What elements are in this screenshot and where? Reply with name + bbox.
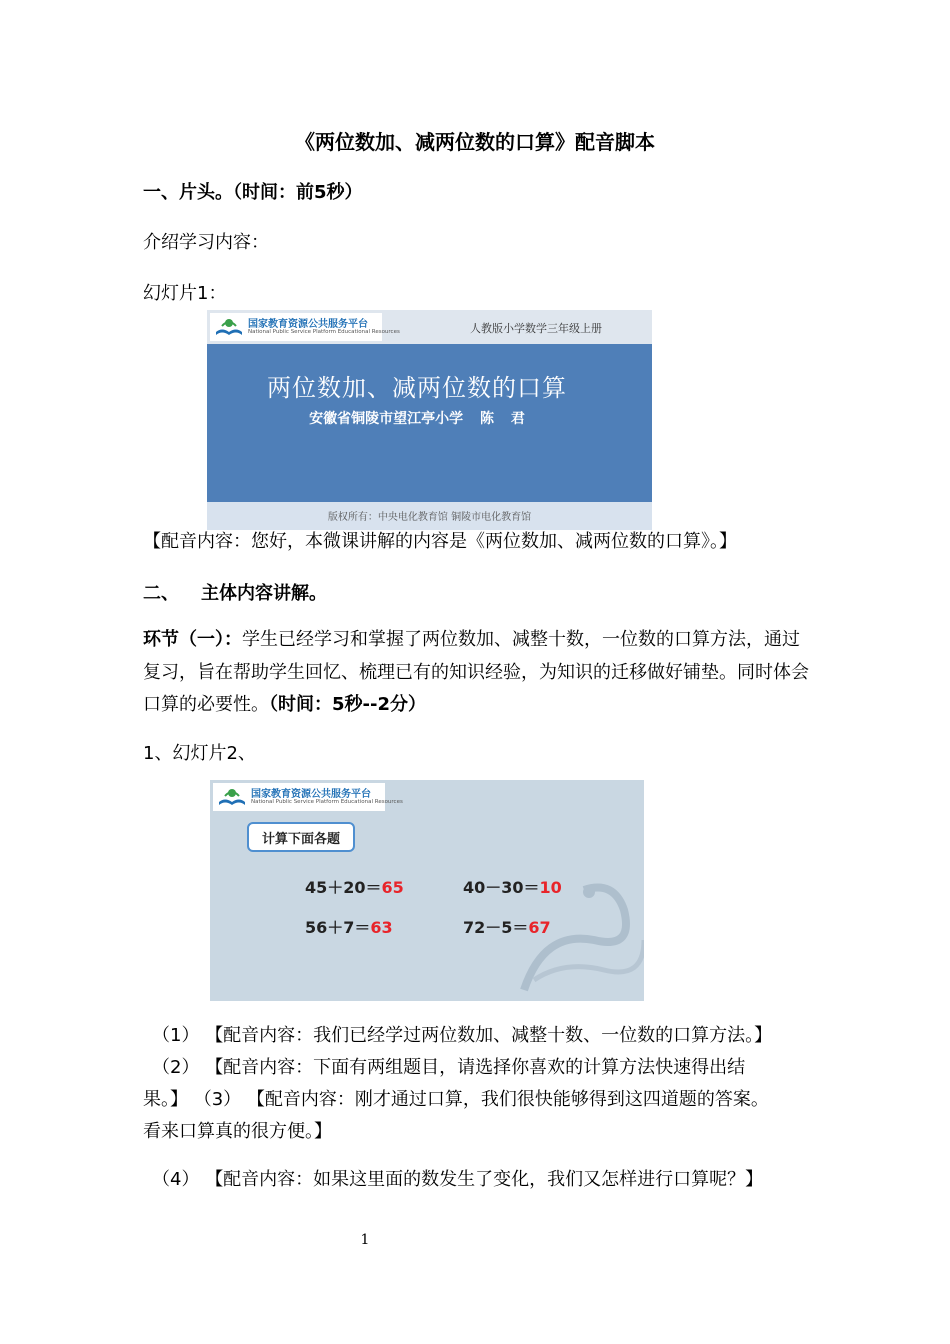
slide-1-title: 两位数加、减两位数的口算: [267, 374, 567, 402]
stage-1-label: 环节（一）：: [143, 629, 242, 650]
voiceover-intro: 【配音内容：您好，本微课讲解的内容是《两位数加、减两位数的口算》。】: [143, 531, 737, 552]
intro-label: 介绍学习内容：: [143, 232, 269, 253]
equation-4-answer: 67: [528, 918, 551, 937]
platform-logo: [210, 313, 400, 341]
slide-1-header: [207, 310, 652, 344]
equation-1-answer: 65: [381, 878, 404, 897]
voiceover-1-number: （1）: [152, 1025, 200, 1046]
slide-1-image: [207, 310, 652, 530]
voiceover-3-end: 看来口算真的很方便。】: [143, 1121, 332, 1142]
equation-4: [463, 915, 551, 938]
book-logo-icon: [214, 316, 244, 338]
stage-1-text: 学生已经学习和掌握了两位数加、减整十数，一位数的口算方法，通过复习，旨在帮助学生回忆、梳理已有的知识经验，为知识的迁移做好铺垫。同时体会口算的必要性。: [143, 629, 809, 715]
voiceover-4-number: （4）: [152, 1169, 200, 1190]
equation-2: [463, 875, 562, 898]
equation-3: [305, 915, 393, 938]
platform-logo: [213, 783, 403, 811]
slide-2-label: 1、幻灯片2、: [143, 743, 256, 764]
voiceover-3-text: 【配音内容：刚才通过口算，我们很快能够得到这四道题的答案。: [246, 1089, 769, 1110]
textbook-edition: 人教版小学数学三年级上册: [470, 322, 602, 335]
equation-3-expr: 56＋7＝: [305, 918, 371, 937]
slide-2-image: [210, 780, 644, 1001]
platform-name-cn: 国家教育资源公共服务平台: [251, 789, 371, 800]
equation-4-expr: 72－5＝: [463, 918, 529, 937]
slide-1-author: 安徽省铜陵市望江亭小学 陈 君: [309, 411, 525, 427]
voiceover-3-number: （3）: [193, 1089, 242, 1110]
section-2-number: 二、: [143, 583, 179, 604]
voiceover-2: [152, 1052, 745, 1084]
equation-1: [305, 875, 404, 898]
task-box-label: 计算下面各题: [261, 832, 340, 847]
equation-1-expr: 45＋20＝: [305, 878, 382, 897]
voiceover-2-3-line: [143, 1084, 769, 1116]
platform-name-en: National Public Service Platform Educational Resources: [248, 329, 400, 335]
voiceover-2-number: （2）: [152, 1057, 200, 1078]
book-logo-icon: [217, 786, 247, 808]
slide-1-label: 幻灯片1：: [143, 283, 227, 304]
stage-1-paragraph: [143, 624, 813, 722]
voiceover-4: [152, 1164, 763, 1196]
voiceover-2-text-end: 果。】: [143, 1089, 188, 1110]
section-2-heading: 主体内容讲解。: [201, 583, 327, 604]
document-title: 《两位数加、减两位数的口算》配音脚本: [295, 130, 655, 154]
voiceover-2-text: 【配音内容：下面有两组题目，请选择你喜欢的计算方法快速得出结: [205, 1057, 746, 1078]
stage-1-time: （时间：5秒--2分）: [269, 694, 426, 715]
voiceover-1-text: 【配音内容：我们已经学过两位数加、减整十数、一位数的口算方法。】: [205, 1025, 773, 1046]
equation-3-answer: 63: [370, 918, 393, 937]
platform-name-cn: 国家教育资源公共服务平台: [248, 319, 368, 330]
slide-1-title-band: [207, 344, 652, 502]
voiceover-1: [152, 1020, 772, 1052]
equation-2-answer: 10: [539, 878, 562, 897]
slide-1-copyright: 版权所有：中央电化教育馆 铜陵市电化教育馆: [327, 512, 532, 523]
voiceover-4-text: 【配音内容：如果这里面的数发生了变化，我们又怎样进行口算呢？】: [205, 1169, 764, 1190]
task-box: [247, 822, 355, 852]
platform-name-en: National Public Service Platform Educational Resources: [251, 799, 403, 805]
equation-2-expr: 40－30＝: [463, 878, 540, 897]
section-1-heading: 一、片头。（时间：前5秒）: [143, 182, 363, 203]
page-number: 1: [360, 1232, 370, 1248]
